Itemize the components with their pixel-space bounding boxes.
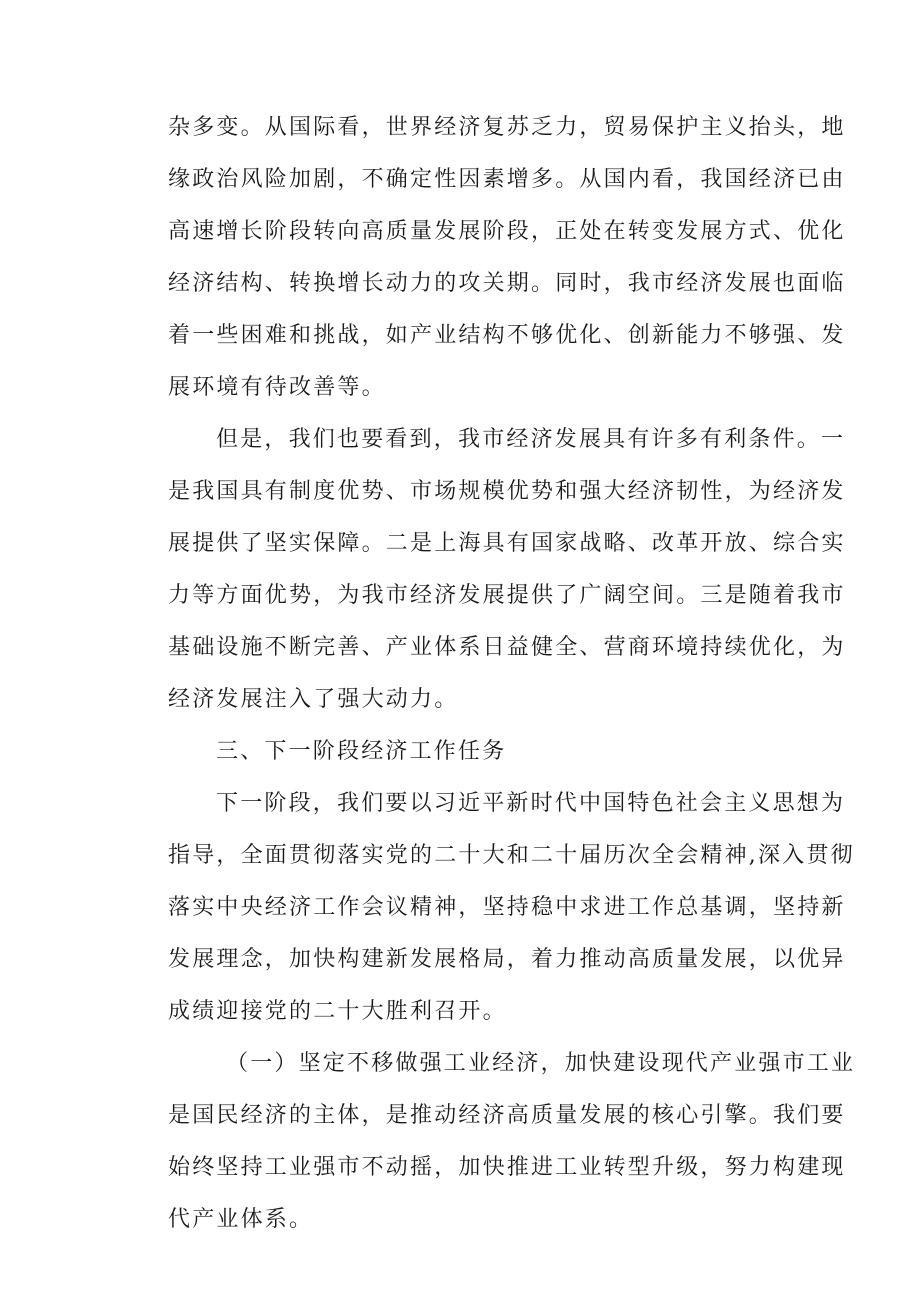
text-line: 杂多变。从国际看，世界经济复苏乏力，贸易保护主义抬头，地 [168,115,846,140]
text-line: 着一些困难和挑战，如产业结构不够优化、创新能力不够强、发 [168,323,846,348]
text-line: 展提供了坚实保障。二是上海具有国家战略、改革开放、综合实 [168,531,846,556]
text-line: 高速增长阶段转向高质量发展阶段，正处在转变发展方式、优化 [168,219,846,244]
text-line: 展环境有待改善等。 [168,375,386,400]
section-heading [168,726,774,778]
text-line: 始终坚持工业强市不动摇，加快推进工业转型升级，努力构建现 [168,1155,846,1180]
text-line: 下一阶段，我们要以习近平新时代中国特色社会主义思想为 [216,791,846,816]
paragraph-next-stage [168,778,855,1038]
text-line: 力等方面优势，为我市经济发展提供了广阔空间。三是随着我市 [168,583,846,608]
text-line: （一）坚定不移做强工业经济，加快建设现代产业强市工业 [226,1051,856,1076]
text-line: 落实中央经济工作会议精神，坚持稳中求进工作总基调，坚持新 [168,895,846,920]
text-line: 缘政治风险加剧，不确定性因素增多。从国内看，我国经济已由 [168,167,846,192]
text-line: 是国民经济的主体，是推动经济高质量发展的核心引擎。我们要 [168,1103,846,1128]
paragraph-industrial-economy [168,1038,856,1246]
section-heading-text: 三、下一阶段经济工作任务 [216,739,507,764]
paragraph-economic-challenges [168,102,846,414]
text-line: 基础设施不断完善、产业体系日益健全、营商环境持续优化，为 [168,635,846,660]
text-line: 代产业体系。 [168,1207,314,1232]
text-line: 但是，我们也要看到，我市经济发展具有许多有利条件。一 [216,427,846,452]
text-line: 是我国具有制度优势、市场规模优势和强大经济韧性，为经济发 [168,479,846,504]
text-line: 指导，全面贯彻落实党的二十大和二十届历次全会精神,深入贯彻 [168,843,855,868]
text-line: 发展理念，加快构建新发展格局，着力推动高质量发展，以优异 [168,947,846,972]
text-line: 经济发展注入了强大动力。 [168,687,459,712]
text-line: 成绩迎接党的二十大胜利召开。 [168,999,507,1024]
paragraph-favorable-conditions [168,414,846,726]
text-line: 经济结构、转换增长动力的攻关期。同时，我市经济发展也面临 [168,271,846,296]
